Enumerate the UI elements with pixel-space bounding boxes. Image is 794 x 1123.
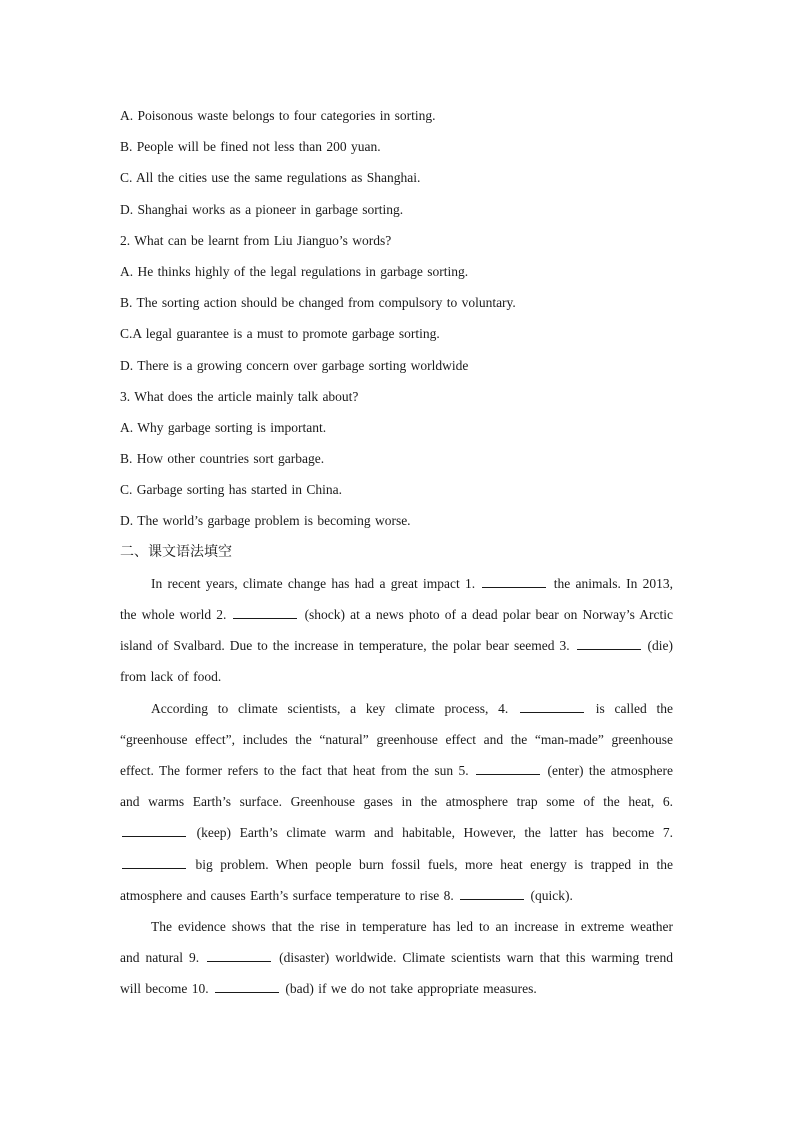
section-heading: 二、课文语法填空 (120, 543, 232, 560)
p2-text-5: big problem. When people burn fossil fuels, more heat energy is trapped in the atmosphere and causes Earth’s surface temperature to rise 8. (120, 856, 673, 903)
p3-text-3: (bad) if we do not take appropriate measures. (285, 981, 537, 997)
question-1-block (120, 100, 673, 225)
q3-option-c: C. Garbage sorting has started in China. (120, 482, 342, 498)
blank-3 (577, 638, 641, 650)
p3-text-1: The evidence shows that the rise in temperature has led to an increase in extreme weather and natural 9. (120, 919, 673, 966)
q2-option-c: C.A legal guarantee is a must to promote garbage sorting. (120, 326, 440, 342)
blank-6 (122, 825, 186, 837)
p1-text-3: (shock) at a news photo of a dead polar bear on Norway’s Arctic island of Svalbard. Due to the increase in temperature, the polar bear seemed 3. (120, 607, 674, 654)
q2-option-b: B. The sorting action should be changed from compulsory to voluntary. (120, 295, 516, 311)
p1-text-2: the animals. In 2013, the whole world 2. (120, 575, 673, 623)
blank-10 (215, 981, 279, 993)
q1-option-c: C. All the cities use the same regulations as Shanghai. (120, 170, 421, 186)
passage-paragraph-1 (120, 568, 673, 693)
blank-1 (482, 576, 546, 588)
passage-paragraph-3 (120, 911, 673, 1005)
q3-option-d: D. The world’s garbage problem is becoming worse. (120, 513, 411, 529)
q3-option-b: B. How other countries sort garbage. (120, 451, 325, 467)
question-3-block (120, 381, 673, 537)
p1-text-4: (die) from lack of food. (120, 638, 674, 685)
passage-paragraph-2 (120, 693, 673, 911)
blank-9 (207, 950, 271, 962)
q3-option-a: A. Why garbage sorting is important. (120, 419, 327, 435)
p2-text-1: According to climate scientists, a key climate process, 4. (151, 700, 509, 716)
question-2-block (120, 225, 673, 381)
p1-text-1: In recent years, climate change has had a great impact 1. (151, 575, 476, 591)
p3-text-2: (disaster) worldwide. Climate scientists warn that this warming trend will become 10. (120, 950, 674, 997)
p2-text-4: (keep) Earth’s climate warm and habitable, However, the latter has become 7. (196, 825, 673, 841)
document-page (120, 100, 673, 1005)
blank-2 (233, 607, 297, 619)
blank-4 (520, 701, 584, 713)
blank-7 (122, 857, 186, 869)
q1-option-d: D. Shanghai works as a pioneer in garbage sorting. (120, 201, 404, 217)
blank-5 (476, 763, 540, 775)
q2-stem: 2. What can be learnt from Liu Jianguo’s words? (120, 232, 392, 248)
p2-text-6: (quick). (530, 887, 573, 903)
p2-text-2: is called the “greenhouse effect”, includes the “natural” greenhouse effect and the “man-made” greenhouse effect. The former refers to the fact that heat from the sun 5. (120, 700, 674, 779)
p2-text-3: (enter) the atmosphere and warms Earth’s surface. Greenhouse gases in the atmosphere trap some of the heat, 6. (120, 763, 673, 810)
blank-8 (460, 888, 524, 900)
q3-stem: 3. What does the article mainly talk about? (120, 388, 359, 404)
q1-option-b: B. People will be fined not less than 200 yuan. (120, 139, 381, 155)
q2-option-d: D. There is a growing concern over garbage sorting worldwide (120, 357, 469, 373)
q1-option-a: A. Poisonous waste belongs to four categories in sorting. (120, 108, 436, 123)
q2-option-a: A. He thinks highly of the legal regulations in garbage sorting. (120, 263, 469, 279)
